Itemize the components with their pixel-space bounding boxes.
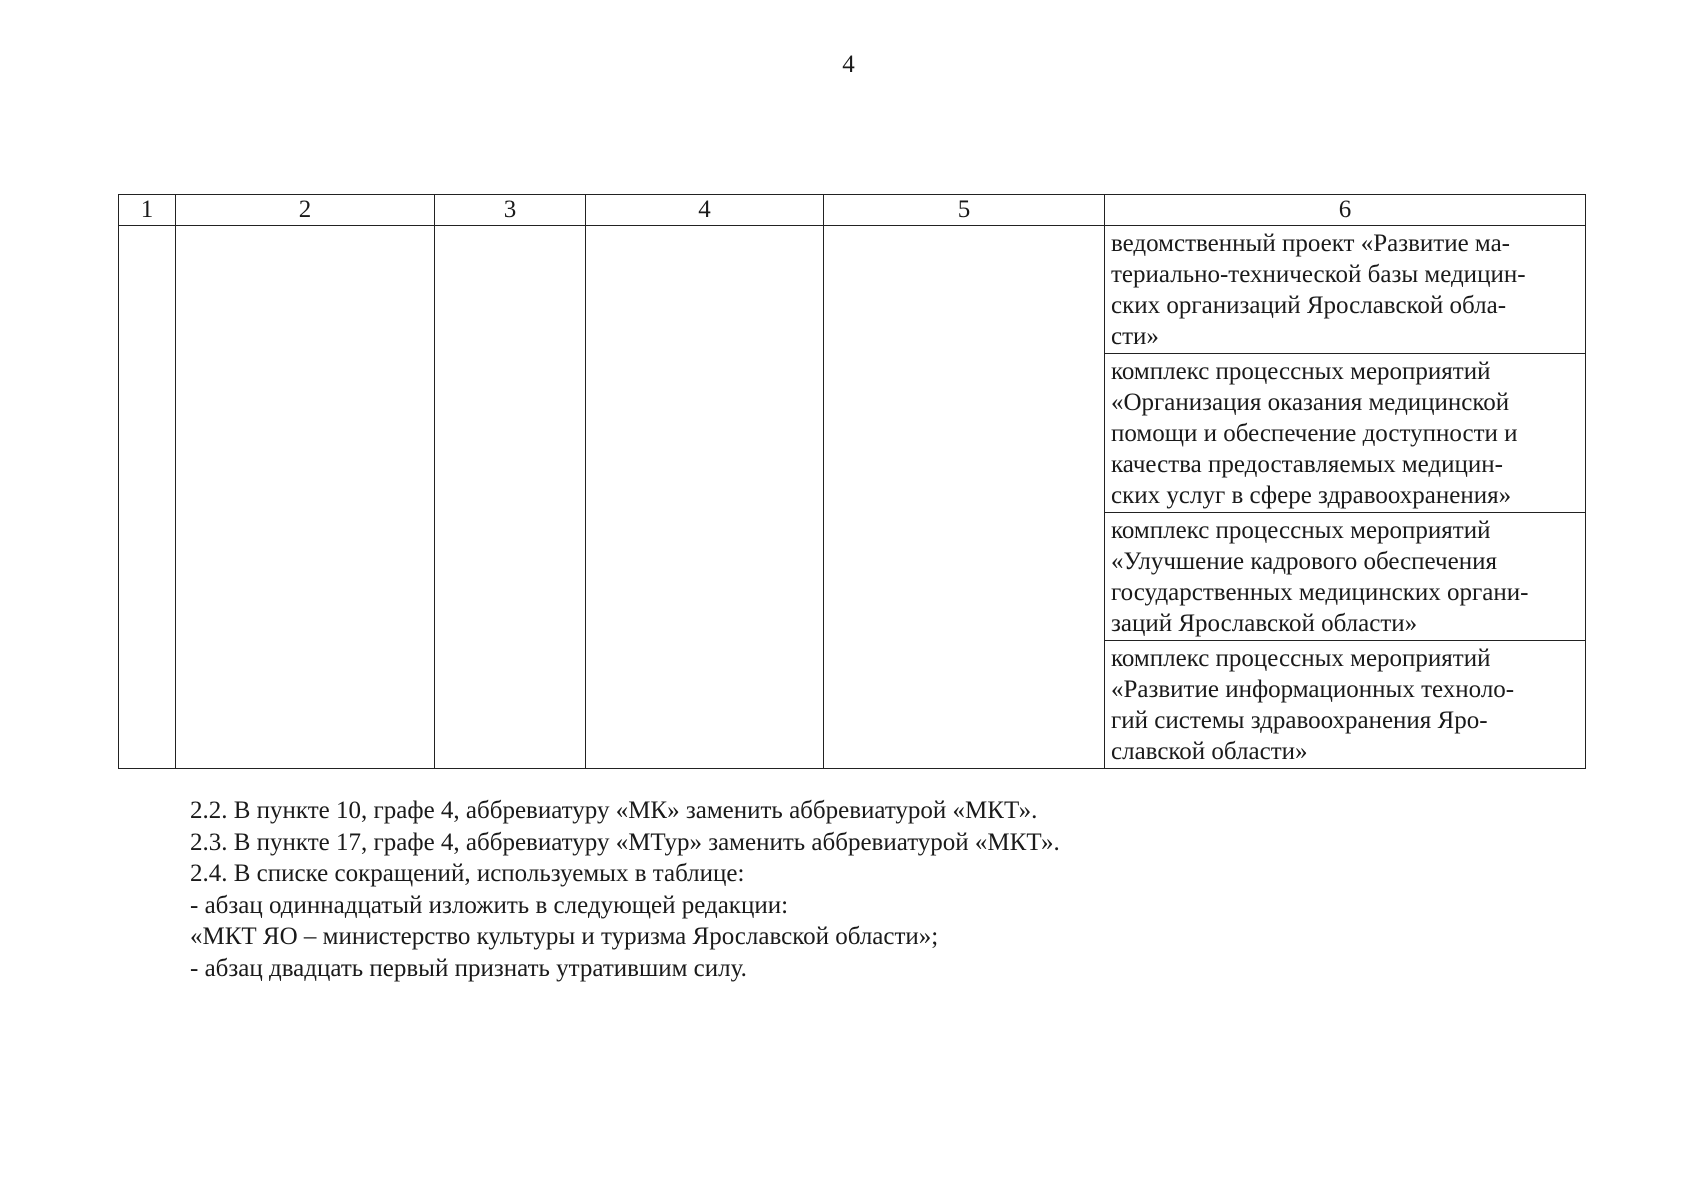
column-header-2: 2 xyxy=(176,195,435,226)
column-header-5: 5 xyxy=(824,195,1105,226)
program-entry-cell: комплекс процессных мероприятий «Развитие информационных техноло- гий системы здравоохранения Яро- славской области» xyxy=(1105,641,1586,769)
table-row xyxy=(119,226,1586,354)
empty-cell-col5 xyxy=(824,226,1105,769)
paragraph-2-4: 2.4. В списке сокращений, используемых в таблице: xyxy=(190,860,745,887)
paragraph-2-2: 2.2. В пункте 10, графе 4, аббревиатуру «МК» заменить аббревиатурой «МКТ». xyxy=(190,797,1038,824)
column-header-4: 4 xyxy=(586,195,824,226)
paragraph-new-wording: «МКТ ЯО – министерство культуры и туризма Ярославской области»; xyxy=(190,923,939,950)
empty-cell-col1 xyxy=(119,226,176,769)
program-entry-cell: комплекс процессных мероприятий «Организация оказания медицинской помощи и обеспечение доступности и качества предоставляемых медицин- ских услуг в сфере здравоохранения» xyxy=(1105,354,1586,513)
amendment-paragraphs xyxy=(190,795,1490,984)
program-entry-cell: комплекс процессных мероприятий «Улучшение кадрового обеспечения государственных медицинских органи- заций Ярославской области» xyxy=(1105,513,1586,641)
amendment-table xyxy=(118,194,1586,769)
paragraph-item-twenty-first: - абзац двадцать первый признать утратившим силу. xyxy=(190,954,747,982)
program-entry-cell: ведомственный проект «Развитие ма- териально-технической базы медицин- ских организаций Ярославской обла- сти» xyxy=(1105,226,1586,354)
paragraph-item-eleventh: - абзац одиннадцатый изложить в следующей редакции: xyxy=(190,891,789,919)
column-header-3: 3 xyxy=(435,195,586,226)
empty-cell-col2 xyxy=(176,226,435,769)
empty-cell-col3 xyxy=(435,226,586,769)
table-header-row xyxy=(119,195,1586,226)
empty-cell-col4 xyxy=(586,226,824,769)
page-number: 4 xyxy=(842,51,855,78)
paragraph-2-3: 2.3. В пункте 17, графе 4, аббревиатуру «МТур» заменить аббревиатурой «МКТ». xyxy=(190,828,1060,856)
column-header-1: 1 xyxy=(119,195,176,226)
column-header-6: 6 xyxy=(1105,195,1586,226)
